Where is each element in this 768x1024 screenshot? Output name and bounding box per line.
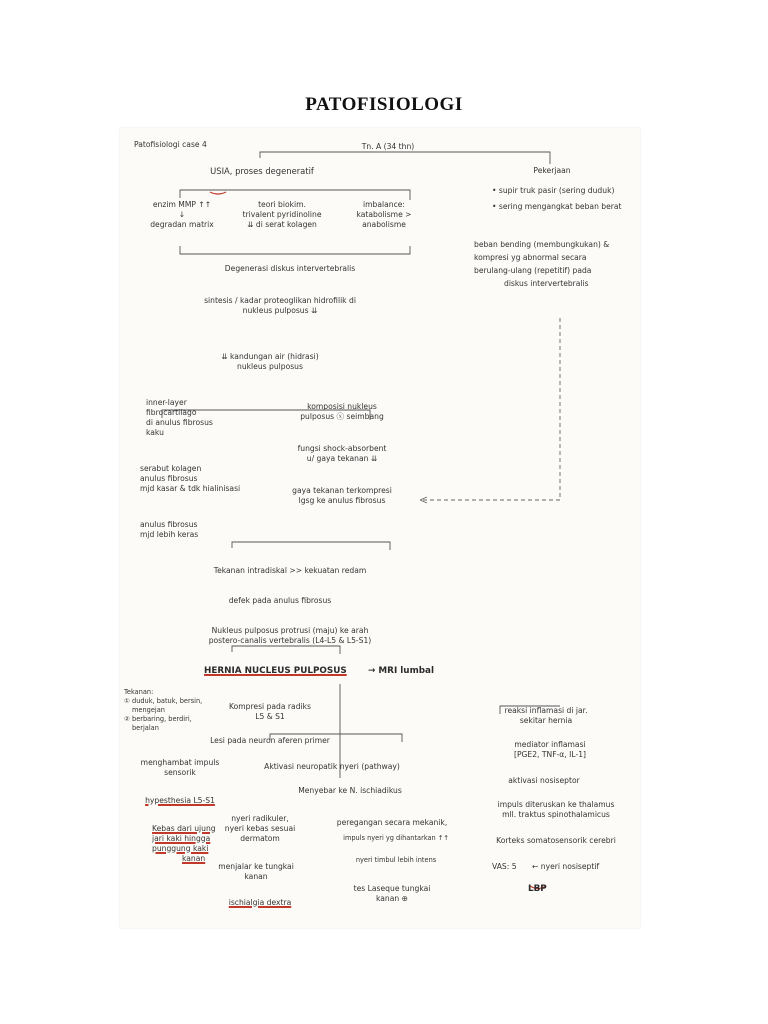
page-title: PATOFISIOLOGI bbox=[305, 94, 463, 115]
sintesis-node: sintesis / kadar proteoglikan hidrofilik di nukleus pulposus ⇊ bbox=[204, 296, 356, 315]
gaya-node: gaya tekanan terkompresi lgsg ke anulus fibrosus bbox=[292, 486, 392, 505]
flowchart-photo bbox=[120, 128, 640, 928]
vas-node: VAS: 5 bbox=[492, 862, 517, 871]
serabut-node: serabut kolagen anulus fibrosus mjd kasar & tdk hialinisasi bbox=[140, 464, 241, 493]
laseque-node: tes Laseque tungkai kanan ⊕ bbox=[353, 884, 431, 903]
reaksi-inflamasi-node: reaksi inflamasi di jar. sekitar hernia bbox=[504, 706, 588, 725]
kompresi-radiks-node: Kompresi pada radiks L5 & S1 bbox=[229, 702, 311, 721]
anulus-keras-node: anulus fibrosus mjd lebih keras bbox=[140, 520, 199, 539]
korteks-node: Korteks somatosensorik cerebri bbox=[496, 836, 616, 845]
case-label: Patofisiologi case 4 bbox=[134, 140, 207, 149]
menghambat-node: menghambat impuls sensorik bbox=[140, 758, 220, 777]
usia-node: USIA, proses degeneratif bbox=[210, 166, 314, 176]
peregangan-node: peregangan secara mekanik, bbox=[336, 818, 448, 827]
hypesthesia-node: hypesthesia L5-S1 bbox=[145, 796, 215, 805]
menjalar-node: menjalar ke tungkai kanan bbox=[218, 862, 294, 881]
mri-node: → MRI lumbal bbox=[368, 666, 434, 676]
nosiseptor-node: aktivasi nosiseptor bbox=[508, 776, 580, 785]
teori-node: teori biokim. trivalent pyridinoline ⇊ di serat kolagen bbox=[242, 200, 322, 229]
imbalance-node: imbalance: katabolisme > anabolisme bbox=[356, 200, 412, 229]
pekerjaan-list: • supir truk pasir (sering duduk) • sering mengangkat beban berat bbox=[492, 186, 622, 211]
tekanan-factors: Tekanan: ① duduk, batuk, bersin, mengejan ② berbaring, berdiri, berjalan bbox=[124, 688, 203, 732]
enzim-node: enzim MMP ↑↑ ↓ degradan matrix bbox=[150, 200, 214, 229]
mediator-node: mediator inflamasi [PGE2, TNF-α, IL-1] bbox=[513, 740, 587, 759]
fungsi-node: fungsi shock-absorbent u/ gaya tekanan ⇊ bbox=[297, 444, 387, 463]
defek-node: defek pada anulus fibrosus bbox=[228, 596, 332, 605]
komposisi-node: komposisi nukleus pulposus ⓧ seimbang bbox=[300, 402, 384, 421]
hnp-node: HERNIA NUCLEUS PULPOSUS bbox=[204, 666, 347, 676]
tekanan-intradiskal-node: Tekanan intradiskal >> kekuatan redam bbox=[213, 566, 367, 575]
menyebar-node: Menyebar ke N. ischiadikus bbox=[298, 786, 402, 795]
degenerasi-node: Degenerasi diskus intervertebralis bbox=[224, 264, 356, 273]
nyeri-timbul-node: nyeri timbul lebih intens bbox=[355, 856, 437, 864]
lesi-node: Lesi pada neuron aferen primer bbox=[210, 736, 330, 745]
beban-node: beban bending (membungkukan) & kompresi yg abnormal secara berulang-ulang (repetitif) pada diskus intervertebralis bbox=[474, 240, 610, 288]
kebas-node: Kebas dari ujung jari kaki hingga punggung kaki kanan bbox=[152, 824, 216, 863]
patient-node: Tn. A (34 thn) bbox=[361, 142, 415, 151]
inner-layer-node: inner-layer fibrocartilago di anulus fibrosus kaku bbox=[146, 398, 213, 437]
aktivasi-node: Aktivasi neuropatik nyeri (pathway) bbox=[264, 762, 400, 771]
pekerjaan-node: Pekerjaan bbox=[533, 166, 571, 175]
kandungan-node: ⇊ kandungan air (hidrasi) nukleus pulposus bbox=[221, 352, 319, 371]
protrusi-node: Nukleus pulposus protrusi (maju) ke arah postero-canalis vertebralis (L4-L5 & L5-S1) bbox=[208, 626, 372, 645]
impuls-nyeri-node: impuls nyeri yg dihantarkan ↑↑ bbox=[343, 834, 449, 842]
impuls-thalamus-node: impuls diteruskan ke thalamus mll. traktus spinothalamicus bbox=[497, 800, 615, 819]
nyeri-radikuler-node: nyeri radikuler, nyeri kebas sesuai dermatom bbox=[224, 814, 296, 843]
lbp-node: LBP bbox=[528, 884, 547, 894]
nyeri-nosiseptif-node: ← nyeri nosiseptif bbox=[532, 862, 600, 871]
ischialgia-node: ischialgia dextra bbox=[228, 898, 292, 907]
